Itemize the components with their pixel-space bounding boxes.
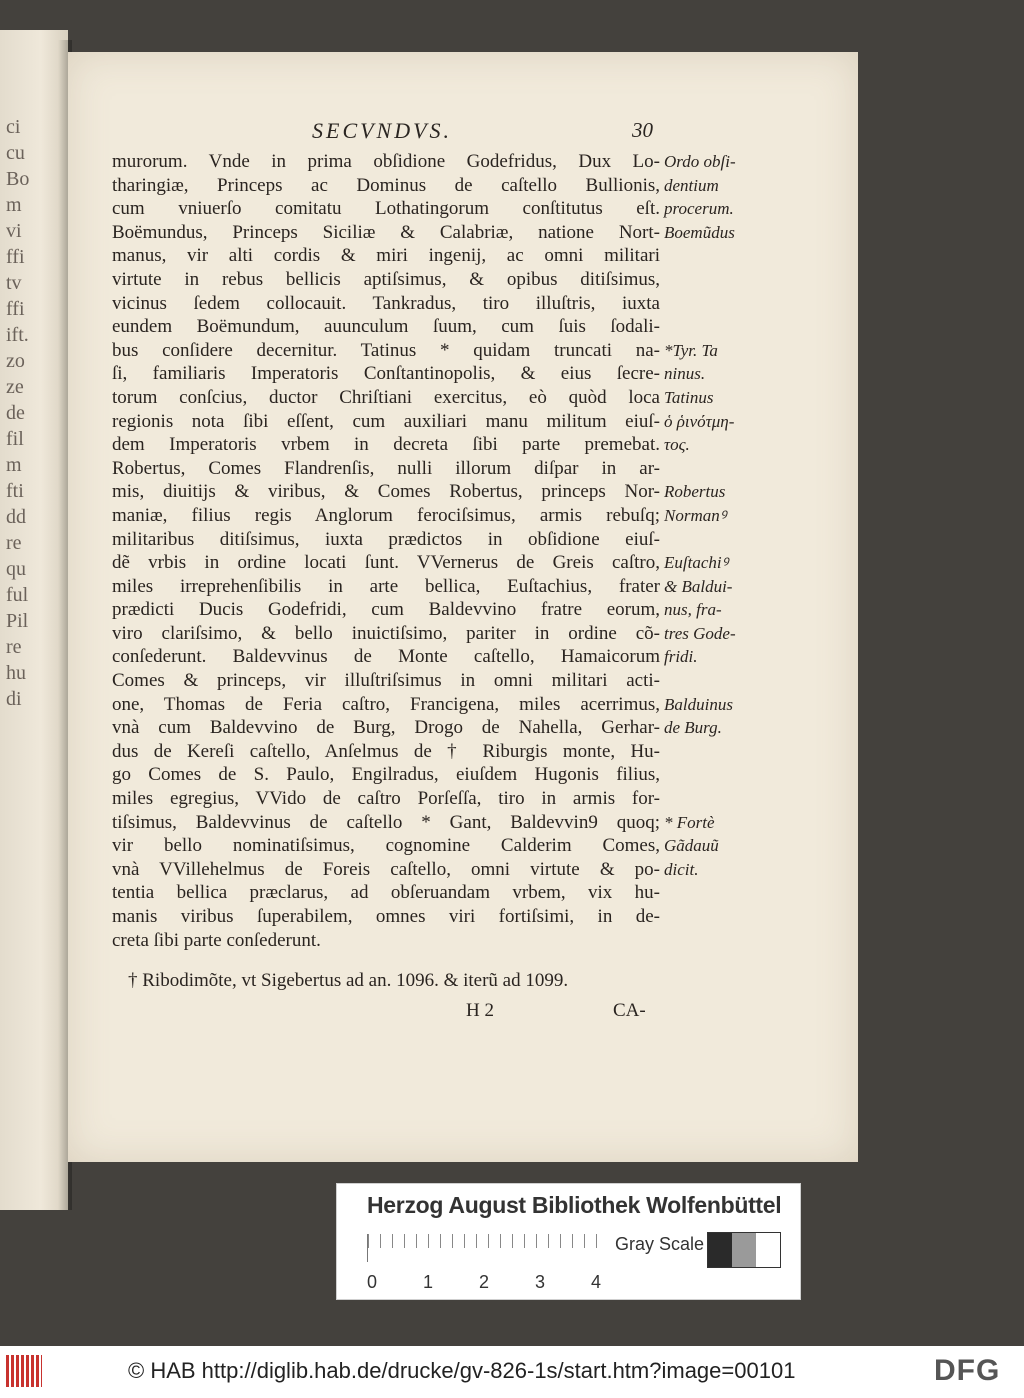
text-line: one, Thomas de Feria caſtro, Francigena, miles acerrimus, [112, 693, 660, 715]
text-line: dem Imperatoris vrbem in decreta ſibi parte premebat. [112, 434, 660, 456]
left-page-text-fragment: re [6, 532, 22, 554]
margin-note: de Burg. [664, 718, 722, 738]
dfg-logo: DFG [934, 1354, 1001, 1387]
footnote: † Ribodimõte, vt Sigebertus ad an. 1096. & iterũ ad 1099. [128, 970, 569, 991]
text-line: manis viribus ſuperabilem, omnes viri fortiſsimi, in de- [112, 906, 660, 927]
text-line: regionis nota ſibi eſſent, cum auxiliari manu militum eiuſ- [112, 410, 660, 432]
text-line: torum conſcius, ductor Chriſtiani exercitus, eò quòd loca [112, 386, 660, 408]
text-line: Boëmundus, Princeps Siciliæ & Calabriæ, natione Nort- [112, 221, 660, 243]
left-page-text-fragment: cu [6, 142, 25, 164]
signature-mark: H 2 [466, 1000, 494, 1021]
margin-note [664, 763, 764, 787]
left-page-text-fragment: dd [6, 506, 26, 528]
margin-note: dentium [664, 175, 719, 195]
catchword: CA- [613, 1000, 646, 1021]
text-line: go Comes de S. Paulo, Engilradus, eiuſdem Hugonis filius, [112, 764, 660, 786]
body-text [112, 150, 660, 952]
text-line: vir bello nominatiſsimus, cognomine Calderim Comes, [112, 835, 660, 857]
left-page-text-fragment: m [6, 454, 22, 476]
text-line: vnà VVillehelmus de Foreis caſtello, omni virtute & po- [112, 858, 660, 880]
margin-note [664, 881, 764, 905]
left-page-text-fragment: m [6, 194, 22, 216]
margin-note [664, 457, 764, 481]
text-line: dẽ vrbis in ordine locati ſunt. VVernerus de Greis caſtro, [112, 552, 660, 574]
margin-note: nus, fra- [664, 600, 722, 620]
left-page-text-fragment: Pil [6, 610, 29, 632]
left-page-text-fragment: Bo [6, 168, 30, 190]
left-page-text-fragment: ffi [6, 298, 25, 320]
hab-barcode-icon [6, 1355, 42, 1387]
left-page-text-fragment: tv [6, 272, 22, 294]
left-page-text-fragment: fti [6, 480, 24, 502]
gray-scale-label: Gray Scale [615, 1234, 705, 1254]
left-page-text-fragment: vi [6, 220, 22, 242]
gray-swatch [708, 1233, 732, 1267]
margin-note: τος. [664, 435, 690, 455]
margin-note [664, 929, 764, 953]
margin-note: * Fortè [664, 812, 715, 832]
text-line: manus, vir alti cordis & miri ingenij, ac omni militari [112, 245, 660, 267]
footer-bar [0, 1346, 1024, 1398]
margin-note [664, 315, 764, 339]
text-line: virtute in rebus bellicis aptiſsimus, & opibus ditiſsimus, [112, 268, 660, 290]
scale-number: 2 [479, 1272, 490, 1292]
margin-note [664, 740, 764, 764]
color-scale-card [336, 1183, 801, 1300]
text-line: miles irreprehenſibilis in arte bellica, Euſtachius, frater [112, 575, 660, 597]
margin-note: Tatinus [664, 387, 714, 407]
text-line: maniæ, filius regis Anglorum ferociſsimus, armis rebuſq; [112, 504, 660, 526]
left-page-text-fragment: di [6, 688, 22, 710]
library-name: Herzog August Bibliothek Wolfenbüttel [367, 1192, 782, 1218]
text-line: mis, diuitijs & viribus, & Comes Robertus, princeps Nor- [112, 481, 660, 503]
gray-scale-swatches [707, 1232, 781, 1268]
text-line: bus conſidere decernitur. Tatinus * quidam truncati na- [112, 339, 660, 361]
margin-note: Boemũdus [664, 222, 735, 242]
left-page-text-fragment: ful [6, 584, 29, 606]
text-line: tharingiæ, Princeps ac Dominus de caſtello Bullionis, [112, 174, 660, 196]
left-page-text-fragment: hu [6, 662, 26, 684]
scale-number: 4 [591, 1272, 602, 1292]
text-line: eundem Boëmundum, auunculum ſuum, cum ſuis ſodali- [112, 316, 660, 338]
text-line: prædicti Ducis Godefridi, cum Baldevvino fratre eorum, [112, 599, 660, 621]
text-line: creta ſibi parte conſederunt. [112, 929, 321, 951]
margin-note: *Tyr. Ta [664, 340, 718, 360]
margin-note: Ordo obſi- [664, 152, 736, 171]
margin-note: ὁ ῥινότμη- [664, 411, 735, 431]
page-number: 30 [632, 118, 653, 142]
text-line: dus de Kereſi caſtello, Anſelmus de † Riburgis monte, Hu- [112, 740, 660, 762]
margin-note [664, 244, 764, 268]
margin-note: Normanꝰ [664, 505, 727, 525]
text-line: miles egregius, VVido de caſtro Porſeſſa, tiro in armis for- [112, 788, 660, 810]
scale-number: 0 [367, 1272, 378, 1292]
text-line: murorum. Vnde in prima obſidione Godefridus, Dux Lo- [112, 151, 660, 172]
left-page-text-fragment: qu [6, 558, 26, 580]
running-head: SECVNDVS. [312, 118, 453, 143]
margin-note: Balduinus [664, 694, 733, 714]
left-page-text-fragment: ift. [6, 324, 29, 346]
left-page-text-fragment: re [6, 636, 22, 658]
gray-swatch [732, 1233, 756, 1267]
margin-note: Robertus [664, 482, 726, 502]
text-line: cum vniuerſo comitatu Lothatingorum conſtitutus eſt. [112, 198, 660, 220]
margin-note [664, 787, 764, 811]
scale-number: 1 [423, 1272, 434, 1292]
text-line: vicinus ſedem collocauit. Tankradus, tiro illuſtris, iuxta [112, 292, 660, 314]
gray-swatch [756, 1233, 780, 1267]
left-page-text-fragment: de [6, 402, 25, 424]
margin-note: fridi. [664, 647, 698, 667]
margin-note [664, 528, 764, 552]
margin-note: procerum. [664, 199, 734, 219]
margin-note: Gãdauũ [664, 836, 719, 856]
margin-note [664, 669, 764, 693]
text-line: vnà cum Baldevvino de Burg, Drogo de Nahella, Gerhar- [112, 717, 660, 739]
scale-number: 3 [535, 1272, 546, 1292]
scale-ruler [367, 1234, 608, 1262]
text-line: conſederunt. Baldevvinus de Monte caſtello, Hamaicorum [112, 646, 660, 668]
left-page-text-fragment: zo [6, 350, 25, 372]
text-line: viro clariſsimo, & bello inuictiſsimo, pariter in ordine cõ- [112, 622, 660, 644]
text-line: militaribus ditiſsimus, iuxta prædictos in obſidione eiuſ- [112, 528, 660, 550]
margin-notes [664, 150, 764, 952]
margin-note: tres Gode- [664, 623, 736, 643]
margin-note: Euſtachiꝰ [664, 553, 729, 573]
text-line: Robertus, Comes Flandrenſis, nulli illorum diſpar in ar- [112, 457, 660, 479]
margin-note: & Baldui- [664, 576, 733, 596]
margin-note [664, 292, 764, 316]
copyright-url[interactable]: © HAB http://diglib.hab.de/drucke/gv-826-1s/start.htm?image=00101 [128, 1358, 796, 1383]
left-page-text-fragment: fil [6, 428, 24, 450]
text-line: Comes & princeps, vir illuſtriſsimus in omni militari acti- [112, 670, 660, 692]
margin-note: ninus. [664, 364, 706, 384]
left-page-text-fragment: ci [6, 116, 21, 138]
margin-note [664, 268, 764, 292]
margin-note [664, 905, 764, 929]
margin-note: dicit. [664, 859, 699, 879]
text-line: ſi, familiaris Imperatoris Conſtantinopolis, & eius ſecre- [112, 363, 660, 385]
text-line: tiſsimus, Baldevvinus de caſtello * Gant, Baldevvin9 quoq; [112, 811, 660, 833]
text-line: tentia bellica præclarus, ad obſeruandam vrbem, vix hu- [112, 882, 660, 904]
left-page-text-fragment: ffi [6, 246, 25, 268]
left-page-text-fragment: ze [6, 376, 24, 398]
